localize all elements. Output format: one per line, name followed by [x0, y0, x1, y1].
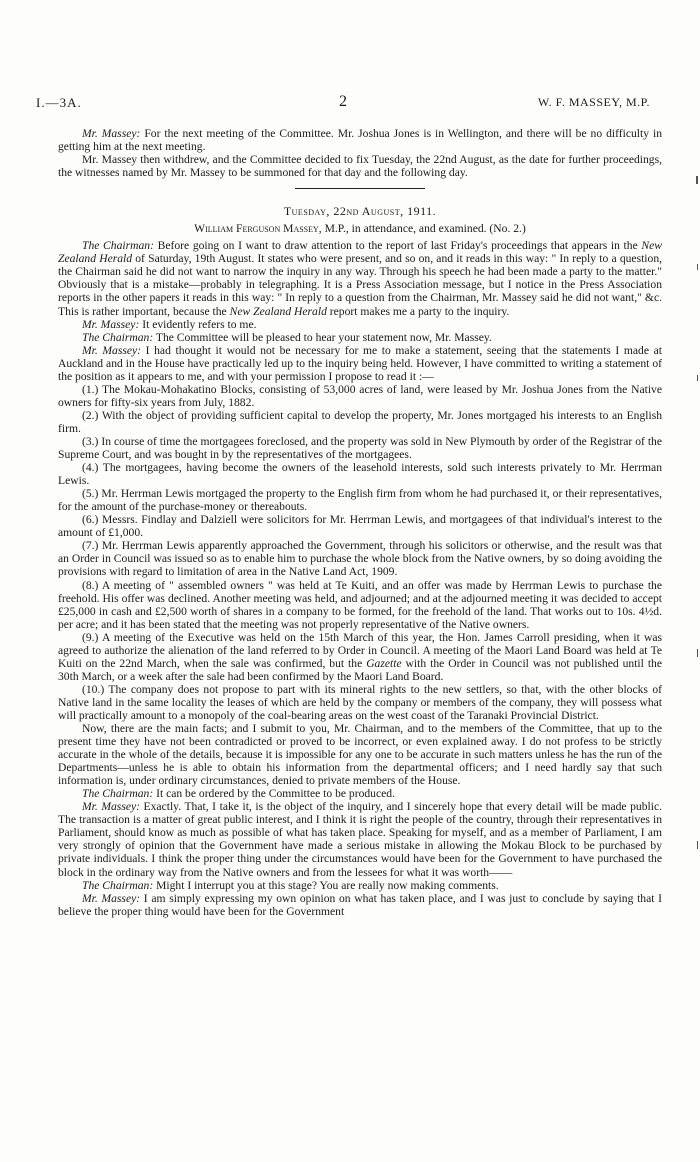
scan-margin-mark [697, 264, 698, 270]
intro-paragraph: Mr. Massey then withdrew, and the Committee decided to fix Tuesday, the 22nd August, as the date for further proceedings, the witnesses named by Mr. Massey to be summoned for that day and the following day. [58, 153, 662, 180]
scan-margin-mark [696, 176, 698, 184]
testimony-paragraph: Mr. Massey: I had thought it would not be necessary for me to make a statement, seeing that the statements I made at Auckland and in the House have practically led up to the inquiry being held. However, I have committed to writing a statement of the position as it appears to me, and with your permission I propose to read it :— [58, 343, 662, 383]
testimony-paragraph: The Chairman: Before going on I want to draw attention to the report of last Friday's proceedings that appears in the New Zealand Herald of Saturday, 19th August. It states who were present, and so on, and it reads in this way: " In reply to a question, the Chairman said he did not want to narrow the inquiry in any way. Through his speech he had been made a party to the matter." Obviously that is a mistake—probably in telegraphing. It is a Press Association message, but I notice in the Press Association reports in the other papers it reads in this way: " In reply to a question from the Chairman, Mr. Massey said he did not want," &c. This is rather important, because the New Zealand Herald report makes me a party to the inquiry. [58, 239, 663, 318]
numbered-item: (2.) With the object of providing sufficient capital to develop the property, Mr. Jones mortgaged his interests to an English firm. [58, 408, 662, 435]
testimony-paragraph: Mr. Massey: I am simply expressing my own opinion on what has taken place, and I was just to conclude by saying that I believe the proper thing would have been for the Government [58, 891, 662, 918]
testimony-paragraph: The Chairman: Might I interrupt you at this stage? You are really now making comments. [82, 878, 499, 892]
page-number: 2 [339, 93, 347, 110]
numbered-item: (7.) Mr. Herrman Lewis apparently approached the Government, through his solicitors or otherwise, and the result was that an Order in Council was issued so as to enable him to purchase the whole block from the Native owners, by so doing avoiding the provisions with regard to limitation of area in the Native Land Act, 1909. [58, 539, 662, 579]
intro-paragraph: Mr. Massey: For the next meeting of the Committee. Mr. Joshua Jones is in Wellington, and there will be no difficulty in getting him at the next meeting. [58, 127, 662, 154]
scan-margin-mark [697, 375, 698, 381]
numbered-item: (4.) The mortgagees, having become the owners of the leasehold interests, sold such interests privately to Mr. Herrman Lewis. [58, 461, 662, 488]
scan-margin-mark [697, 841, 698, 849]
testimony-paragraph: The Chairman: It can be ordered by the Committee to be produced. [82, 787, 395, 801]
numbered-item: (6.) Messrs. Findlay and Dalziell were solicitors for Mr. Herrman Lewis, and mortgagees of that individual's interest to the amount of £1,000. [58, 513, 662, 540]
page-header [36, 93, 650, 113]
numbered-item: (5.) Mr. Herrman Lewis mortgaged the property to the English firm from whom he had purchased it, or their representatives, for the amount of the purchase-money or thereabouts. [58, 487, 662, 514]
witness-heading: William Ferguson Massey, M.P., in attendance, and examined. (No. 2.) [194, 222, 526, 236]
section-divider [295, 188, 425, 189]
numbered-item: (1.) The Mokau-Mohakatino Blocks, consisting of 53,000 acres of land, were leased by Mr. Joshua Jones from the Native owners for fifty-six years from July, 1882. [58, 382, 662, 409]
numbered-item: (10.) The company does not propose to part with its mineral rights to the new settlers, so that, with the other blocks of Native land in the same locality the leases of which are held by the company or members of the company, they will possess what will practically amount to a monopoly of the coal-bearing areas on the west coast of the Taranaki Provincial District. [58, 682, 662, 722]
speaker-label: Mr. Massey: [82, 127, 141, 140]
numbered-item: (8.) A meeting of " assembled owners " was held at Te Kuiti, and an offer was made by Herrman Lewis to purchase the freehold. His offer was declined. Another meeting was held, and adjourned; and at the adjourned meeting it was decided to accept £25,000 in cash and £2,500 worth of shares in a company to be formed, for the freehold of the land. That works out to 10s. 4½d. per acre; and it has been stated that the meeting was not properly representative of the Native owners. [58, 578, 662, 631]
testimony-paragraph: Mr. Massey: Exactly. That, I take it, is the object of the inquiry, and I sincerely hope that every detail will be made public. The transaction is a matter of great public interest, and I think it is right the people of the country, through their representatives in Parliament, should know as much as possible of what has taken place. Speaking for myself, and as a member of Parliament, I am very strongly of opinion that the Government have made a serious mistake in allowing the Mokau Block to be purchased by private individuals. I think the proper thing under the circumstances would have been for the Government to have purchased the block in the ordinary way from the Native owners and from the lessees for what it was worth—— [58, 800, 662, 879]
running-head: W. F. MASSEY, M.P. [537, 95, 650, 109]
testimony-paragraph: The Chairman: The Committee will be pleased to hear your statement now, Mr. Massey. [82, 330, 492, 344]
date-heading: Tuesday, 22nd August, 1911. [283, 204, 437, 219]
scan-margin-mark [697, 649, 698, 657]
numbered-item: (3.) In course of time the mortgagees foreclosed, and the property was sold in New Plymouth by order of the Registrar of the Supreme Court, and was bought in by the representatives of the mortgagees. [58, 434, 662, 462]
testimony-paragraph: Mr. Massey: It evidently refers to me. [82, 317, 257, 331]
document-body [58, 127, 662, 918]
document-reference: I.—3A. [36, 95, 82, 110]
numbered-item: (9.) A meeting of the Executive was held on the 15th March of this year, the Hon. James Carroll presiding, when it was agreed to authorize the alienation of the land referred to by Order in Council. A meeting of the Maori Land Board was held at Te Kuiti on the 22nd March, when the sale was confirmed, but the Gazette with the Order in Council was not published until the 30th March, or a week after the sale had been confirmed by the Maori Land Board. [58, 630, 662, 683]
testimony-paragraph: Now, there are the main facts; and I submit to you, Mr. Chairman, and to the members of the Committee, that up to the present time they have not been contradicted or proved to be incorrect, or even explained away. I do not profess to be strictly accurate in the whole of the details, because it is impossible for any one to be accurate in such matters unless he has the run of the Departments—unless he is able to obtain his information from the departmental officers; and I need hardly say that such information is, under ordinary circumstances, denied to private members of the House. [58, 722, 662, 788]
